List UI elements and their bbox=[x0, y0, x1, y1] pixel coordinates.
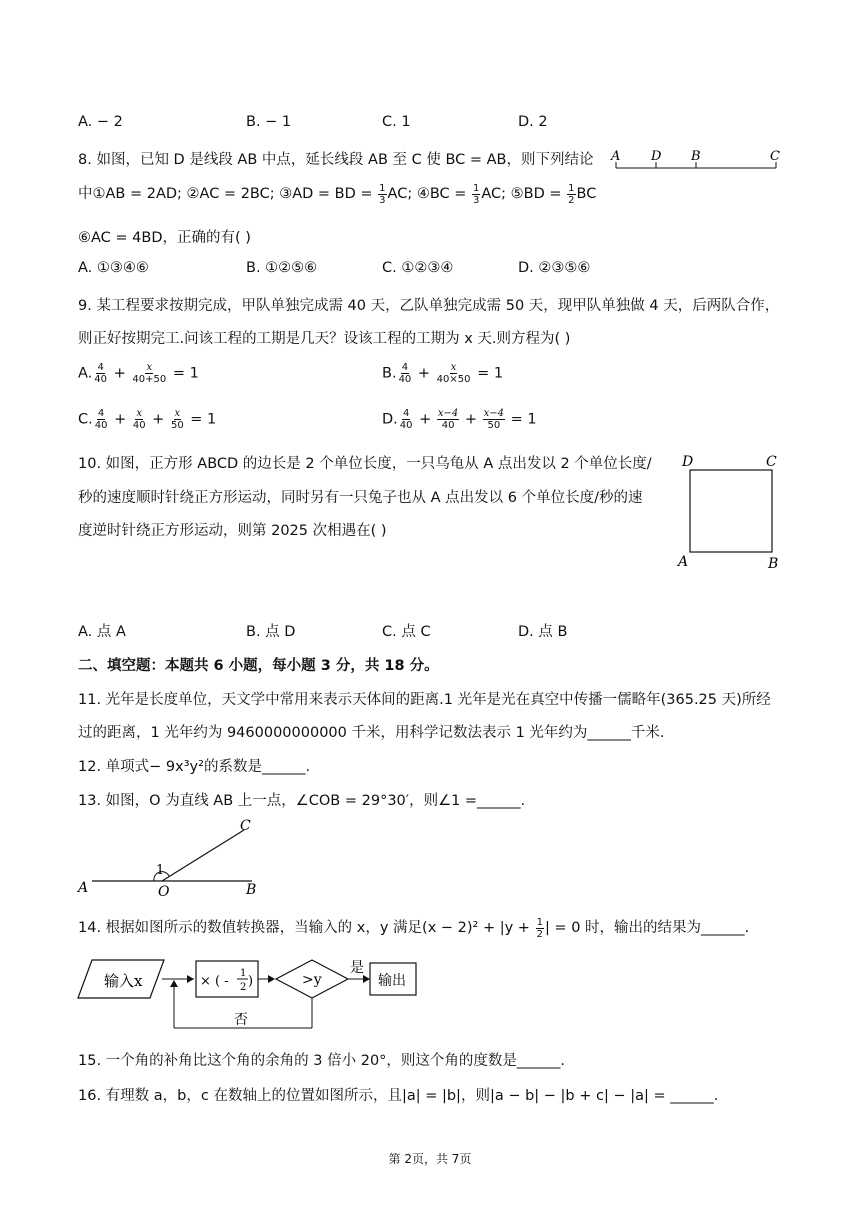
q9-stem-line2: 则正好按期完工.问该工程的工期是几天？设该工程的工期为 x 天.则方程为( ) bbox=[78, 331, 571, 347]
q7-option-a: A. − 2 bbox=[78, 114, 123, 130]
q7-option-c: C. 1 bbox=[382, 114, 411, 130]
q8-label-a: A bbox=[611, 149, 621, 164]
q14-op-num: 1 bbox=[240, 968, 247, 979]
q8-option-c: C. ①②③④ bbox=[382, 260, 454, 276]
q9-option-a: A. $\frac{4}{40}$ + $\frac{x}{40+50}$ = 1 bbox=[78, 362, 199, 385]
q10-option-b: B. 点 D bbox=[246, 624, 296, 640]
q7-option-d: D. 2 bbox=[518, 114, 548, 130]
q7-option-b: B. − 1 bbox=[246, 114, 292, 130]
q8-label-c: C bbox=[770, 149, 780, 164]
q10-label-d: D bbox=[682, 454, 694, 470]
q8-segment-figure bbox=[606, 146, 784, 174]
q10-stem-line2: 秒的速度顺时针绕正方形运动，同时另有一只兔子也从 A 点出发以 6 个单位长度/秒的速 bbox=[78, 490, 643, 506]
q14-op-den: 2 bbox=[240, 982, 247, 993]
q11-stem-line2: 过的距离，1 光年约为 9460000000000 千米，用科学记数法表示 1 光年约为______千米. bbox=[78, 725, 665, 741]
q14-stem: 14. 根据如图所示的数值转换器，当输入的 x，y 满足(x − 2)² + |y + $\frac{1}{2}$ | = 0 时，输出的结果为______. bbox=[78, 916, 750, 940]
q10-option-a: A. 点 A bbox=[78, 624, 126, 640]
q10-square-figure bbox=[676, 450, 788, 572]
q13-label-a: A bbox=[78, 880, 89, 896]
q9-option-d: D. $\frac{4}{40}$ + $\frac{x-4}{40}$ + $\frac{x-4}{50}$ = 1 bbox=[382, 408, 537, 431]
q9-stem-line1: 9. 某工程要求按期完成，甲队单独完成需 40 天，乙队单独完成需 50 天，现甲队单独做 4 天，后两队合作， bbox=[78, 298, 780, 314]
q16-stem: 16. 有理数 a，b，c 在数轴上的位置如图所示，且|a| = |b|，则|a − b| − |b + c| − |a| = ______. bbox=[78, 1088, 719, 1104]
q10-option-d: D. 点 B bbox=[518, 624, 568, 640]
q10-label-a: A bbox=[678, 554, 689, 570]
q8-option-d: D. ②③⑤⑥ bbox=[518, 260, 591, 276]
q11-stem-line1: 11. 光年是长度单位，天文学中常用来表示天体间的距离.1 光年是光在真空中传播一儒略年(365.25 天)所经 bbox=[78, 692, 771, 708]
q8-label-d: D bbox=[651, 149, 662, 164]
q8-stem-line2: 中①AB = 2AD; ②AC = 2BC; ③AD = BD = $\frac{1}{3}$ AC; ④BC = $\frac{1}{3}$ AC; ⑤BD = $\frac{1}{2}$ BC bbox=[78, 182, 597, 206]
q14-output-label: 输出 bbox=[378, 973, 406, 989]
q8-option-b: B. ①②⑤⑥ bbox=[246, 260, 318, 276]
q14-input-label: 输入x bbox=[104, 972, 143, 990]
q13-stem: 13. 如图，O 为直线 AB 上一点，∠COB = 29°30′，则∠1 =______. bbox=[78, 793, 526, 809]
section-2-heading: 二、填空题：本题共 6 小题，每小题 3 分，共 18 分。 bbox=[78, 658, 439, 674]
page-footer: 第 2页，共 7页 bbox=[388, 1152, 472, 1166]
q14-cond-label: >y bbox=[302, 972, 322, 988]
q10-stem-line3: 度逆时针绕正方形运动，则第 2025 次相遇在( ) bbox=[78, 523, 387, 539]
q14-op-post: ) bbox=[248, 974, 254, 989]
q14-yes-label: 是 bbox=[350, 960, 364, 976]
q10-stem-line1: 10. 如图，正方形 ABCD 的边长是 2 个单位长度，一只乌龟从 A 点出发以 2 个单位长度/ bbox=[78, 456, 652, 472]
q10-option-c: C. 点 C bbox=[382, 624, 431, 640]
q8-stem-line1: 8. 如图，已知 D 是线段 AB 中点，延长线段 AB 至 C 使 BC = AB，则下列结论 bbox=[78, 152, 594, 168]
q8-label-b: B bbox=[691, 149, 701, 164]
q14-op-pre: × ( - bbox=[200, 974, 229, 989]
q13-angle-figure bbox=[74, 814, 274, 898]
q9-option-b: B. $\frac{4}{40}$ + $\frac{x}{40\times 50}$ = 1 bbox=[382, 362, 504, 385]
q15-stem: 15. 一个角的补角比这个角的余角的 3 倍小 20°，则这个角的度数是______. bbox=[78, 1053, 566, 1069]
q9-option-c: C. $\frac{4}{40}$ + $\frac{x}{40}$ + $\frac{x}{50}$ = 1 bbox=[78, 408, 217, 431]
q8-option-a: A. ①③④⑥ bbox=[78, 260, 149, 276]
q13-label-o: O bbox=[158, 884, 170, 898]
q10-label-b: B bbox=[768, 556, 779, 572]
q13-label-b: B bbox=[246, 882, 257, 898]
q8-stem-line3: ⑥AC = 4BD，正确的有( ) bbox=[78, 230, 251, 246]
q14-flowchart bbox=[76, 952, 422, 1036]
q13-label-c: C bbox=[240, 818, 251, 834]
q14-no-label: 否 bbox=[234, 1012, 248, 1028]
q12-stem: 12. 单项式− 9x³y²的系数是______. bbox=[78, 759, 311, 775]
q10-label-c: C bbox=[766, 454, 777, 470]
q13-label-1: 1 bbox=[156, 863, 165, 878]
